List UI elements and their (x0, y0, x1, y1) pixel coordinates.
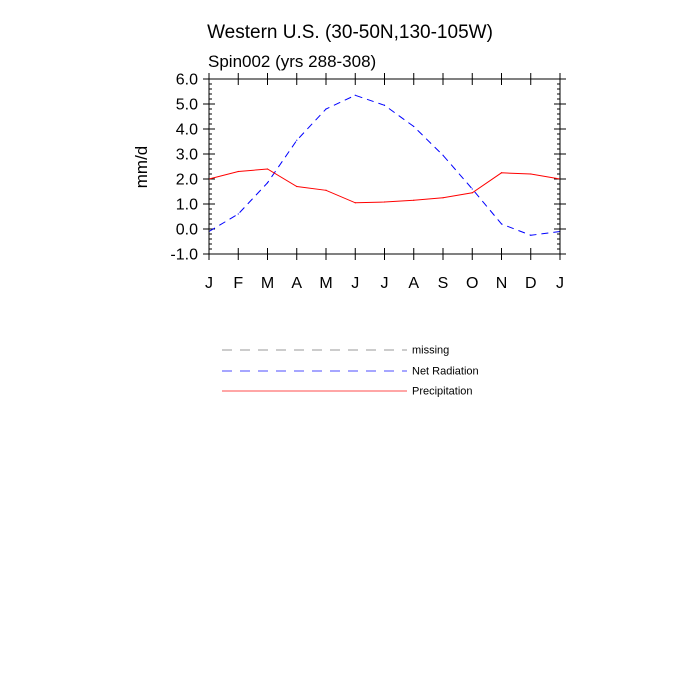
data-point-precipitation (501, 172, 502, 173)
data-point-net-radiation (325, 108, 326, 109)
data-point-precipitation (384, 201, 385, 202)
x-tick-label: J (556, 275, 564, 292)
data-point-precipitation (355, 202, 356, 203)
y-tick-label: 2.0 (175, 171, 198, 189)
legend-label-precipitation: Precipitation (412, 385, 473, 398)
series-layer (208, 95, 560, 236)
x-tick-labels (205, 275, 564, 292)
x-tick-label: J (380, 275, 389, 292)
legend-label-net-radiation: Net Radiation (412, 365, 479, 378)
y-tick-label: 6.0 (175, 71, 198, 89)
chart-subtitle: Spin002 (yrs 288-308) (208, 52, 377, 71)
data-point-net-radiation (472, 188, 473, 189)
data-point-precipitation (530, 173, 531, 174)
y-tick-label: 5.0 (175, 96, 198, 114)
data-point-net-radiation (413, 126, 414, 127)
data-point-net-radiation (530, 235, 531, 236)
x-tick-label: J (205, 275, 213, 292)
data-point-precipitation (325, 190, 326, 191)
data-point-net-radiation (296, 140, 297, 141)
x-tick-label: N (495, 275, 508, 292)
x-tick-label: M (319, 275, 333, 292)
data-point-precipitation (267, 168, 268, 169)
data-point-net-radiation (238, 213, 239, 214)
x-tick-label: D (524, 275, 537, 292)
x-tick-label: F (233, 275, 244, 292)
data-point-net-radiation (442, 155, 443, 156)
axis-ticks (203, 73, 566, 260)
data-point-net-radiation (501, 223, 502, 224)
y-tick-label: -1.0 (170, 246, 198, 264)
legend-label-missing: missing (412, 344, 450, 357)
y-tick-label: 3.0 (175, 146, 198, 164)
data-point-net-radiation (384, 105, 385, 106)
data-point-net-radiation (355, 95, 356, 96)
legend (222, 345, 479, 398)
data-point-net-radiation (267, 182, 268, 183)
data-point-precipitation (238, 171, 239, 172)
data-point-precipitation (472, 192, 473, 193)
y-tick-label: 1.0 (175, 196, 198, 214)
chart-title: Western U.S. (30-50N,130-105W) (207, 22, 493, 43)
series-line-net-radiation (209, 95, 560, 235)
x-tick-label: A (408, 275, 420, 292)
x-tick-label: M (260, 275, 275, 292)
data-point-precipitation (442, 197, 443, 198)
data-point-precipitation (296, 186, 297, 187)
y-tick-labels (170, 72, 198, 264)
x-tick-label: O (466, 275, 479, 292)
x-tick-label: J (351, 275, 360, 292)
x-tick-label: S (437, 275, 449, 292)
x-tick-label: A (291, 275, 303, 292)
y-tick-label: 0.0 (175, 221, 198, 239)
series-line-precipitation (209, 169, 560, 203)
y-axis-label: mm/d (132, 145, 151, 189)
y-tick-label: 4.0 (175, 121, 198, 139)
data-point-precipitation (413, 200, 414, 201)
